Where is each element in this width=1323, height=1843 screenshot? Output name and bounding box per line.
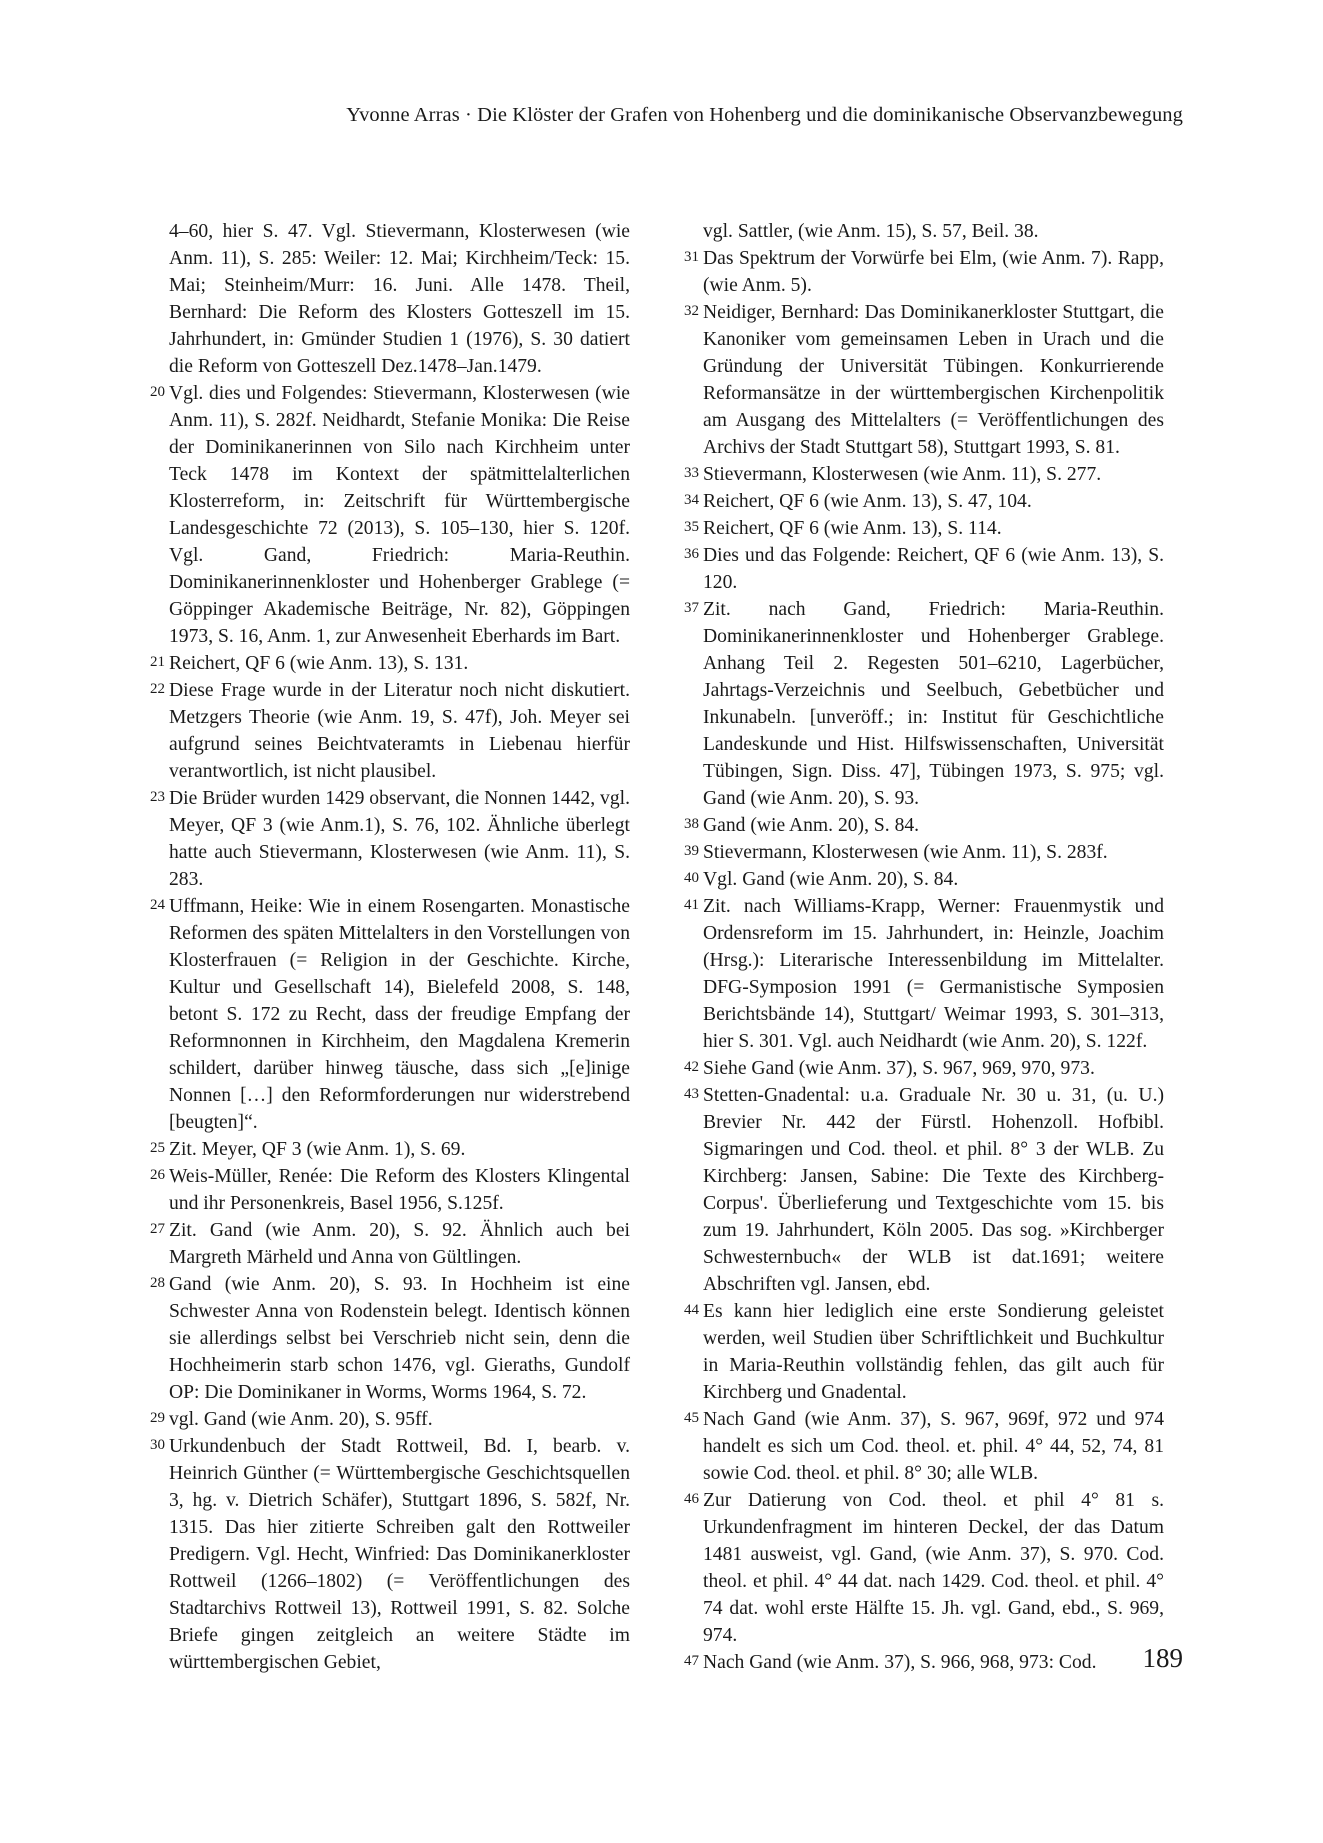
footnote (150, 677, 630, 785)
footnote-continuation: 4–60, hier S. 47. Vgl. Stievermann, Klosterwesen (wie Anm. 11), S. 285: Weiler: 12. Mai; Kirchheim/Teck: 15. Mai; Steinheim/Murr: 16. Juni. Alle 1478. Theil, Bernhard: Die Reform des Klosters Gotteszell im 15. Jahrhundert, in: Gmünder Studien 1 (1976), S. 30 datiert die Reform von Gotteszell Dez.1478–Jan.1479. (169, 221, 630, 377)
footnote-number: 44 (684, 1302, 699, 1318)
footnote (684, 839, 1164, 866)
footnote-number: 28 (150, 1275, 165, 1291)
footnote-number: 25 (150, 1140, 165, 1156)
footnote-number: 32 (684, 303, 699, 319)
footnote (684, 542, 1164, 596)
footnote (684, 1055, 1164, 1082)
footnote (684, 866, 1164, 893)
footnote (150, 380, 630, 650)
footnote-number: 24 (150, 897, 165, 913)
footnote-number: 43 (684, 1086, 699, 1102)
footnote (150, 1217, 630, 1271)
footnote-number: 42 (684, 1059, 699, 1075)
footnote-text: Es kann hier lediglich eine erste Sondierung geleistet werden, weil Studien über Schriftlichkeit und Buchkultur in Maria-Reuthin vollständig fehlen, das gilt auch für Kirchberg und Gnadental. (703, 1301, 1164, 1403)
footnote-text: Gand (wie Anm. 20), S. 93. In Hochheim ist eine Schwester Anna von Rodenstein belegt. Identisch können sie allerdings selbst bei Verschrieb nicht sein, denn die Hochheimerin starb schon 1476, vgl. Gieraths, Gundolf OP: Die Dominikaner in Worms, Worms 1964, S. 72. (169, 1274, 630, 1403)
footnote-text: Vgl. dies und Folgendes: Stievermann, Klosterwesen (wie Anm. 11), S. 282f. Neidhardt, Stefanie Monika: Die Reise der Dominikanerinnen von Silo nach Kirchheim unter Teck 1478 im Kontext der spätmittelalterlichen Klosterreform, in: Zeitschrift für Württembergische Landesgeschichte 72 (2013), S. 105–130, hier S. 120f. Vgl. Gand, Friedrich: Maria-Reuthin. Dominikanerinnenkloster und Hohenberger Grablege (= Göppinger Akademische Beiträge, Nr. 82), Göppingen 1973, S. 16, Anm. 1, zur Anwesenheit Eberhards im Bart. (169, 383, 630, 647)
footnote-text: Zit. nach Williams-Krapp, Werner: Frauenmystik und Ordensreform im 15. Jahrhundert, in: Heinzle, Joachim (Hrsg.): Literarische Interessenbildung im Mittelalter. DFG-Symposion 1991 (= Germanistische Symposien Berichtsbände 14), Stuttgart/ Weimar 1993, S. 301–313, hier S. 301. Vgl. auch Neidhardt (wie Anm. 20), S. 122f. (703, 896, 1164, 1052)
footnote (150, 785, 630, 893)
footnote (684, 893, 1164, 1055)
footnote (684, 596, 1164, 812)
footnote (150, 893, 630, 1136)
footnote-text: Stievermann, Klosterwesen (wie Anm. 11), S. 277. (703, 464, 1102, 485)
footnote-number: 41 (684, 897, 699, 913)
footnote-text: Dies und das Folgende: Reichert, QF 6 (wie Anm. 13), S. 120. (703, 545, 1164, 593)
footnote-number: 20 (150, 384, 165, 400)
footnote-number: 21 (150, 654, 165, 670)
footnote-text: Reichert, QF 6 (wie Anm. 13), S. 131. (169, 653, 469, 674)
footnote-text: Reichert, QF 6 (wie Anm. 13), S. 47, 104. (703, 491, 1032, 512)
footnote-number: 47 (684, 1653, 699, 1669)
footnotes-right-column (684, 218, 1164, 1676)
footnote-text: Urkundenbuch der Stadt Rottweil, Bd. I, bearb. v. Heinrich Günther (= Württembergische Geschichtsquellen 3, hg. v. Dietrich Schäfer), Stuttgart 1896, S. 582f, Nr. 1315. Das hier zitierte Schreiben galt den Rottweiler Predigern. Vgl. Hecht, Winfried: Das Dominikanerkloster Rottweil (1266–1802) (= Veröffentlichungen des Stadtarchivs Rottweil 13), Rottweil 1991, S. 82. Solche Briefe gingen zeitgleich an weitere Städte im württembergischen Gebiet, (169, 1436, 630, 1673)
footnote-text: Zur Datierung von Cod. theol. et phil 4° 81 s. Urkundenfragment im hinteren Deckel, der das Datum 1481 ausweist, vgl. Gand, (wie Anm. 37), S. 970. Cod. theol. et phil. 4° 44 dat. nach 1429. Cod. theol. et phil. 4° 74 dat. wohl erste Hälfte 15. Jh. vgl. Gand, ebd., S. 969, 974. (703, 1490, 1164, 1646)
footnote (150, 1163, 630, 1217)
footnote (684, 515, 1164, 542)
footnote-number: 30 (150, 1437, 165, 1453)
footnote-text: Zit. Gand (wie Anm. 20), S. 92. Ähnlich auch bei Margreth Märheld und Anna von Gültlingen. (169, 1220, 630, 1268)
footnote-number: 27 (150, 1221, 165, 1237)
footnote-text: Zit. Meyer, QF 3 (wie Anm. 1), S. 69. (169, 1139, 466, 1160)
footnote-number: 26 (150, 1167, 165, 1183)
footnote-text: Uffmann, Heike: Wie in einem Rosengarten. Monastische Reformen des späten Mittelalters in den Vorstellungen von Klosterfrauen (= Religion in der Geschichte. Kirche, Kultur und Gesellschaft 14), Bielefeld 2008, S. 148, betont S. 172 zu Recht, dass der freudige Empfang der Reformnonnen in Kirchheim, den Magdalena Kremerin schildert, darüber hinweg täusche, dass sich „[e]inige Nonnen […] den Reformforderungen nur widerstrebend [beugten]“. (169, 896, 630, 1133)
footnote-text: Nach Gand (wie Anm. 37), S. 967, 969f, 972 und 974 handelt es sich um Cod. theol. et. phil. 4° 44, 52, 74, 81 sowie Cod. theol. et phil. 8° 30; alle WLB. (703, 1409, 1164, 1484)
footnote-number: 36 (684, 546, 699, 562)
footnote-text: Reichert, QF 6 (wie Anm. 13), S. 114. (703, 518, 1002, 539)
footnote-text: Das Spektrum der Vorwürfe bei Elm, (wie Anm. 7). Rapp, (wie Anm. 5). (703, 248, 1164, 296)
footnote-text: Vgl. Gand (wie Anm. 20), S. 84. (703, 869, 959, 890)
footnote (684, 1649, 1164, 1676)
footnote-number: 33 (684, 465, 699, 481)
footnote-number: 29 (150, 1410, 165, 1426)
footnote (684, 1082, 1164, 1298)
footnote (684, 1406, 1164, 1487)
footnote-text: Gand (wie Anm. 20), S. 84. (703, 815, 920, 836)
footnote (150, 1433, 630, 1676)
footnote-number: 35 (684, 519, 699, 535)
footnote-number: 39 (684, 843, 699, 859)
footnote (150, 650, 630, 677)
footnote-text: vgl. Gand (wie Anm. 20), S. 95ff. (169, 1409, 433, 1430)
footnote (684, 1298, 1164, 1406)
footnote (684, 299, 1164, 461)
footnote (684, 812, 1164, 839)
footnote (684, 245, 1164, 299)
running-head: Yvonne Arras · Die Klöster der Grafen von Hohenberg und die dominikanische Observanzbewegung (346, 104, 1183, 126)
footnote-number: 46 (684, 1491, 699, 1507)
footnote (684, 1487, 1164, 1649)
footnote (150, 1136, 630, 1163)
footnote-continuation: vgl. Sattler, (wie Anm. 15), S. 57, Beil. 38. (703, 221, 1039, 242)
footnote-number: 31 (684, 249, 699, 265)
footnote-number: 23 (150, 789, 165, 805)
footnote-text: Stetten-Gnadental: u.a. Graduale Nr. 30 u. 31, (u. U.) Brevier Nr. 442 der Fürstl. Hohenzoll. Hofbibl. Sigmaringen und Cod. theol. et phil. 8° 3 der WLB. Zu Kirchberg: Jansen, Sabine: Die Texte des Kirchberg-Corpus'. Überlieferung und Textgeschichte vom 15. bis zum 19. Jahrhundert, Köln 2005. Das sog. »Kirchberger Schwesternbuch« der WLB ist dat.1691; weitere Abschriften vgl. Jansen, ebd. (703, 1085, 1164, 1295)
footnote (684, 461, 1164, 488)
footnote-text: Weis-Müller, Renée: Die Reform des Klosters Klingental und ihr Personenkreis, Basel 1956, S.125f. (169, 1166, 630, 1214)
footnote (150, 1406, 630, 1433)
footnote-text: Nach Gand (wie Anm. 37), S. 966, 968, 973: Cod. (703, 1652, 1097, 1673)
footnote-number: 40 (684, 870, 699, 886)
footnote-text: Diese Frage wurde in der Literatur noch nicht diskutiert. Metzgers Theorie (wie Anm. 19, S. 47f), Joh. Meyer sei aufgrund seines Beichtvateramts in Liebenau hierfür verantwortlich, ist nicht plausibel. (169, 680, 630, 782)
footnote-number: 38 (684, 816, 699, 832)
footnote (684, 488, 1164, 515)
footnote-text: Die Brüder wurden 1429 observant, die Nonnen 1442, vgl. Meyer, QF 3 (wie Anm.1), S. 76, 102. Ähnliche überlegt hatte auch Stievermann, Klosterwesen (wie Anm. 11), S. 283. (169, 788, 630, 890)
footnote (150, 1271, 630, 1406)
footnote-number: 37 (684, 600, 699, 616)
footnotes-left-column (150, 218, 630, 1676)
footnote-number: 22 (150, 681, 165, 697)
footnote-number: 34 (684, 492, 699, 508)
footnote-text: Neidiger, Bernhard: Das Dominikanerkloster Stuttgart, die Kanoniker vom gemeinsamen Leben in Urach und die Gründung der Universität Tübingen. Konkurrierende Reformansätze in der württembergischen Kirchenpolitik am Ausgang des Mittelalters (= Veröffentlichungen des Archivs der Stadt Stuttgart 58), Stuttgart 1993, S. 81. (703, 302, 1164, 458)
footnote-text: Siehe Gand (wie Anm. 37), S. 967, 969, 970, 973. (703, 1058, 1095, 1079)
page-number: 189 (1142, 1643, 1183, 1673)
footnote-text: Zit. nach Gand, Friedrich: Maria-Reuthin. Dominikanerinnenkloster und Hohenberger Grablege. Anhang Teil 2. Regesten 501–6210, Lagerbücher, Jahrtags-Verzeichnis und Seelbuch, Gebetbücher und Inkunabeln. [unveröff.; in: Institut für Geschichtliche Landeskunde und Hist. Hilfswissenschaften, Universität Tübingen, Sign. Diss. 47], Tübingen 1973, S. 975; vgl. Gand (wie Anm. 20), S. 93. (703, 599, 1164, 809)
footnote-text: Stievermann, Klosterwesen (wie Anm. 11), S. 283f. (703, 842, 1108, 863)
footnote-number: 45 (684, 1410, 699, 1426)
